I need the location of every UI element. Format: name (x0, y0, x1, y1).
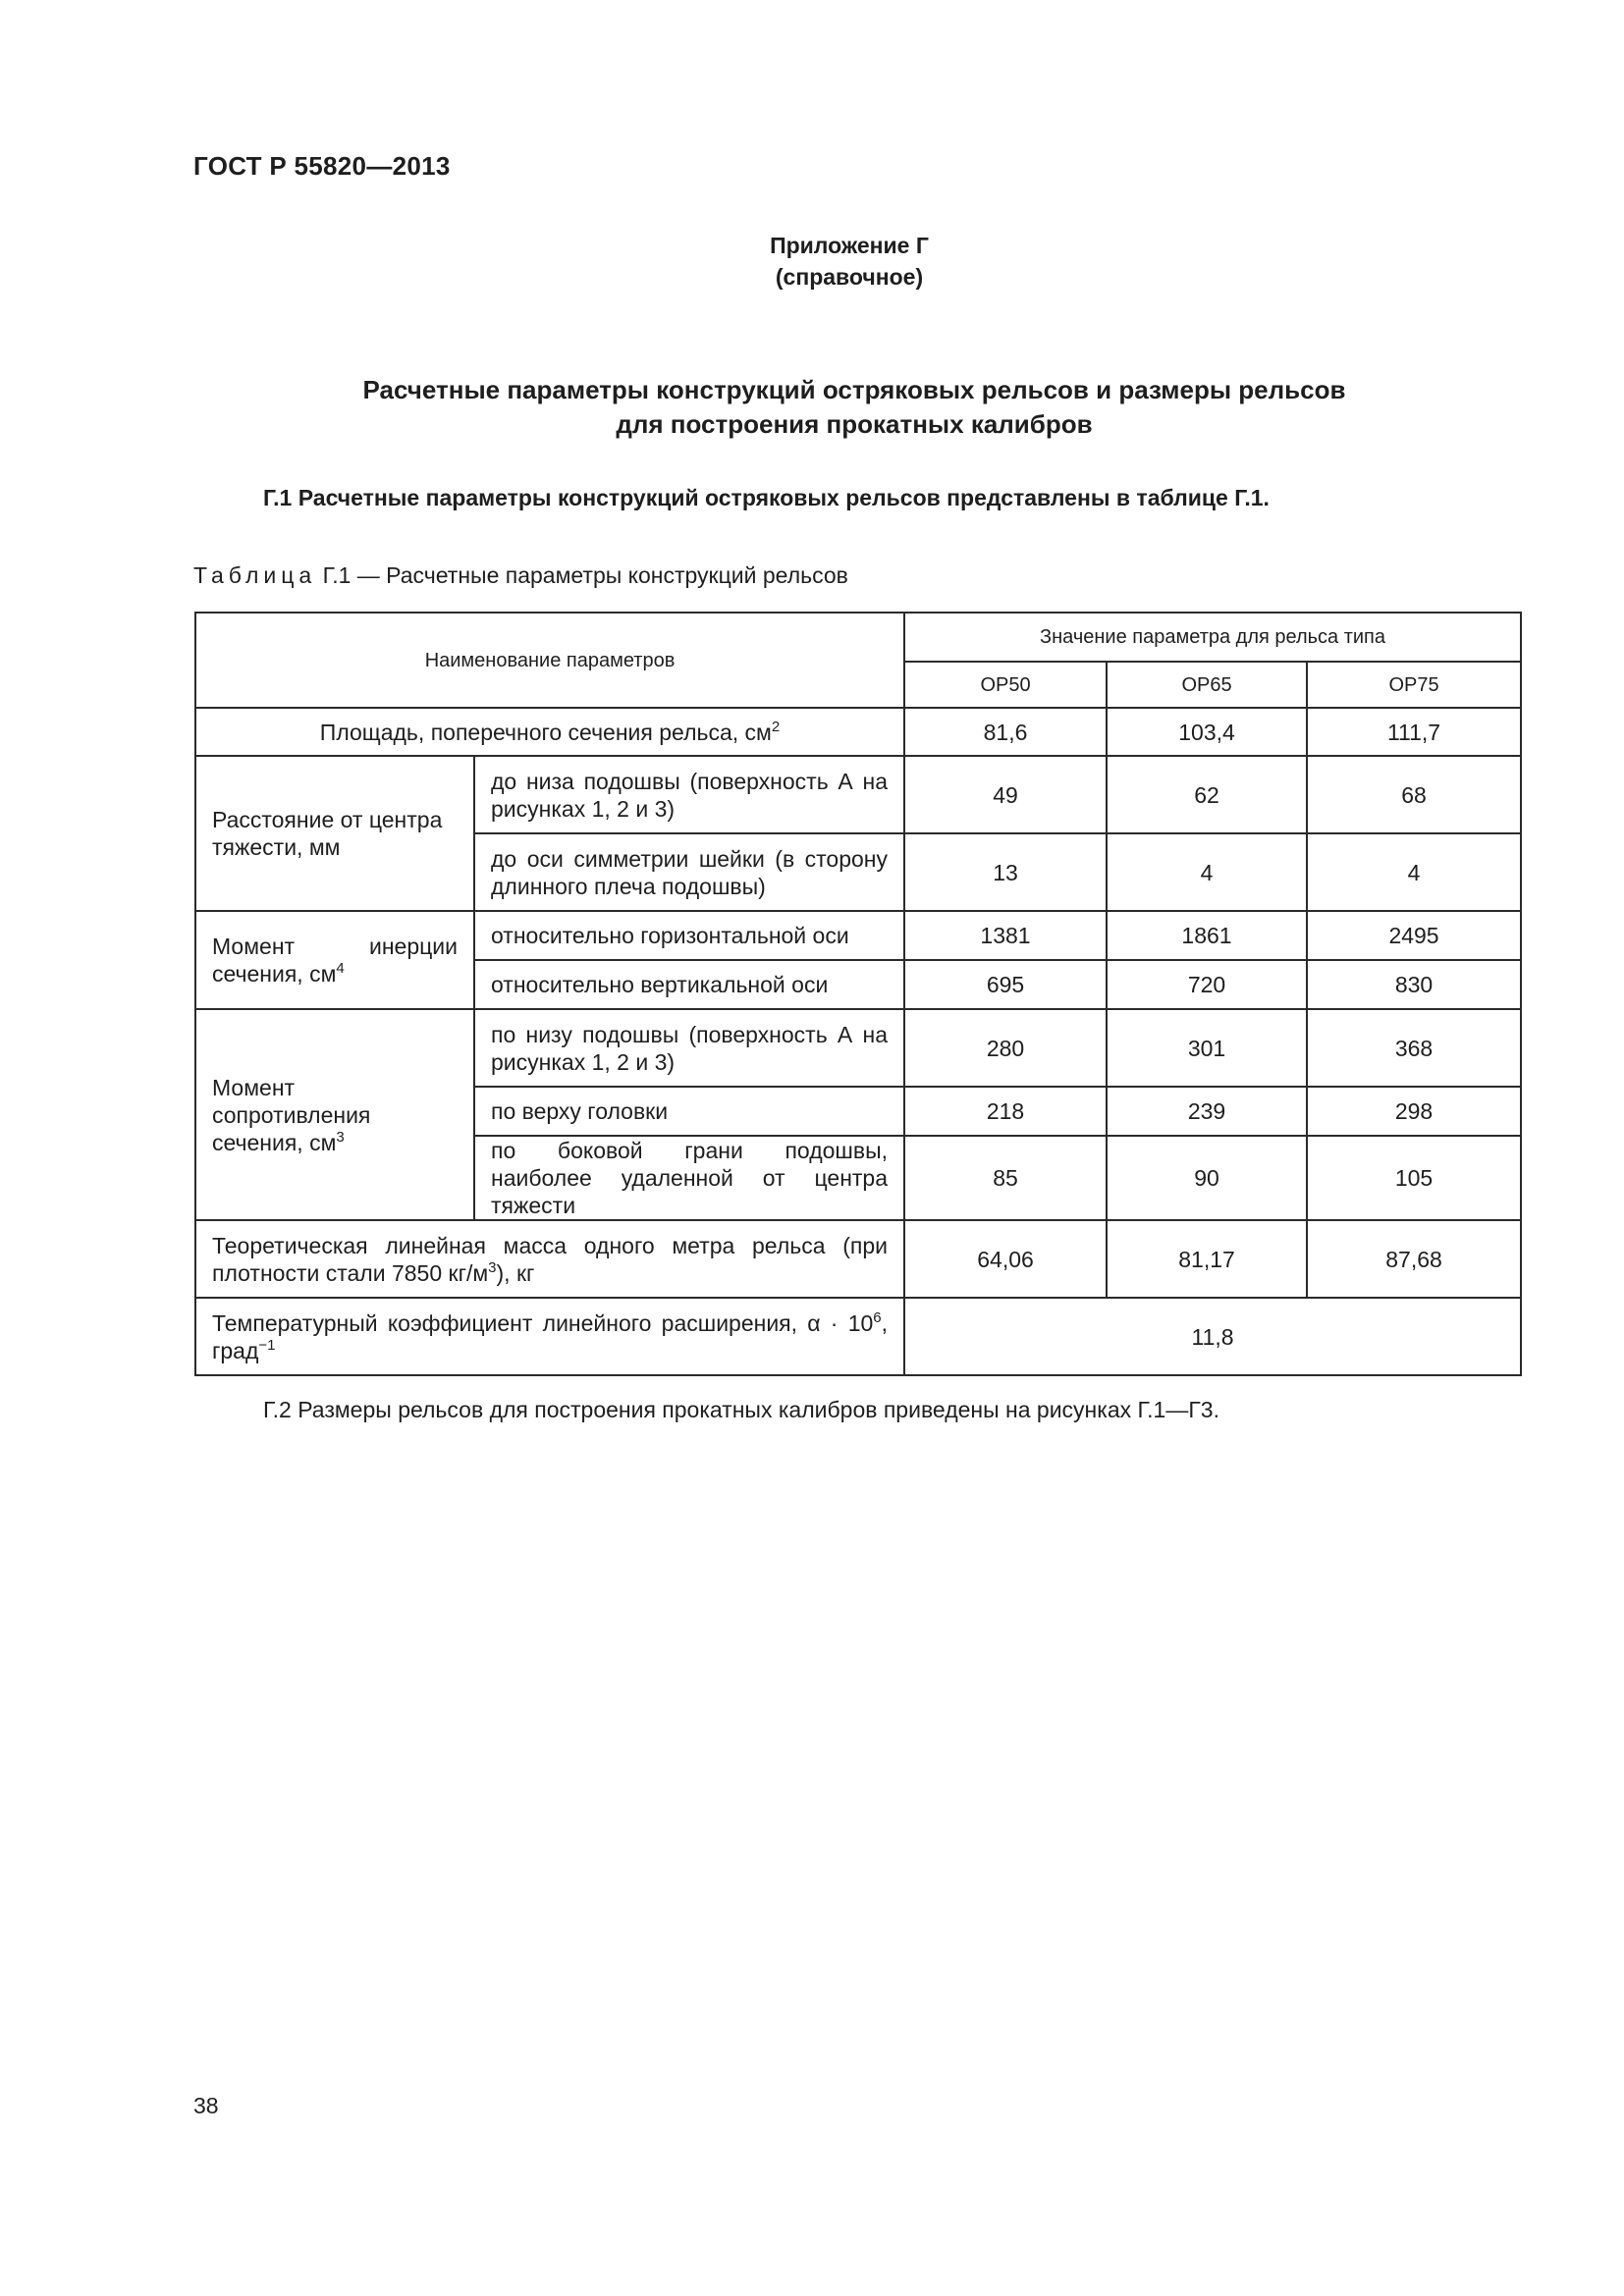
table-cell: 111,7 (1307, 708, 1521, 756)
table-cell: 90 (1107, 1136, 1307, 1220)
distance-group-label: Расстояние от центра тяжести, мм (195, 756, 474, 911)
header-type-op75: ОР75 (1307, 662, 1521, 708)
paragraph-g2: Г.2 Размеры рельсов для построения прокатных калибров приведены на рисунках Г.1—Г3. (263, 1397, 1219, 1422)
main-title-line1: Расчетные параметры конструкций остряковых рельсов и размеры рельсов (362, 375, 1346, 404)
table-cell: 103,4 (1107, 708, 1307, 756)
area-unit-exponent: 2 (771, 718, 781, 735)
table-cell: 105 (1307, 1136, 1521, 1220)
table-cell: 695 (904, 960, 1107, 1009)
distance-row1-label: до низа подошвы (поверхность А на рисунках 1, 2 и 3) (474, 756, 904, 833)
table-cell: 87,68 (1307, 1220, 1521, 1298)
annex-title: Приложение Г (770, 233, 929, 258)
mass-unit-exponent: 3 (488, 1258, 497, 1276)
table-cell: 301 (1107, 1009, 1307, 1087)
table-cell: 85 (904, 1136, 1107, 1220)
mass-label-text: Теоретическая линейная масса одного метра рельса (при плотности стали 7850 кг/м (212, 1232, 889, 1286)
inertia-group-label (195, 911, 474, 1009)
header-parameter-value: Значение параметра для рельса типа (904, 613, 1521, 662)
table-row-distance-1 (195, 756, 1521, 833)
table-cell: 81,17 (1107, 1220, 1307, 1298)
table-cell: 720 (1107, 960, 1307, 1009)
table-row-inertia-1 (195, 911, 1521, 960)
table-cell: 830 (1307, 960, 1521, 1009)
table-cell: 64,06 (904, 1220, 1107, 1298)
resistance-row2-label: по верху головки (474, 1087, 904, 1136)
resistance-unit-exponent: 3 (336, 1128, 345, 1146)
inertia-label-text: Момент инерции сечения, см (212, 934, 458, 987)
inertia-row1-label: относительно горизонтальной оси (474, 911, 904, 960)
header-parameter-name: Наименование параметров (195, 613, 904, 708)
table-cell: 218 (904, 1087, 1107, 1136)
table-row-temperature (195, 1298, 1521, 1375)
resistance-label-text: Момент сопротивления сечения, см (212, 1074, 371, 1155)
inertia-unit-exponent: 4 (336, 960, 345, 977)
parameters-table (194, 612, 1522, 1376)
table-cell: 4 (1307, 833, 1521, 911)
main-title (0, 373, 1624, 442)
table-row-mass (195, 1220, 1521, 1298)
temperature-value: 11,8 (904, 1298, 1521, 1375)
table-cell: 2495 (1307, 911, 1521, 960)
distance-row2-label: до оси симметрии шейки (в сторону длинного плеча подошвы) (474, 833, 904, 911)
table-cell: 280 (904, 1009, 1107, 1087)
table-cell: 368 (1307, 1009, 1521, 1087)
resistance-row1-label: по низу подошвы (поверхность А на рисунках 1, 2 и 3) (474, 1009, 904, 1087)
table-cell: 239 (1107, 1087, 1307, 1136)
table-row-resistance-1 (195, 1009, 1521, 1087)
temperature-label-text: Температурный коэффициент линейного расширения, α · 10 (212, 1309, 874, 1336)
temperature-label-unit: , град (212, 1309, 889, 1363)
header-type-op65: ОР65 (1107, 662, 1307, 708)
table-caption (193, 562, 848, 589)
table-cell: 1861 (1107, 911, 1307, 960)
table-cell: 49 (904, 756, 1107, 833)
page-number: 38 (193, 2093, 219, 2118)
table-row-area (195, 708, 1521, 756)
paragraph-g1: Г.1 Расчетные параметры конструкций остряковых рельсов представлены в таблице Г.1. (263, 485, 1270, 510)
mass-label (195, 1220, 904, 1298)
annex-subtitle: (справочное) (775, 264, 924, 290)
table-cell: 1381 (904, 911, 1107, 960)
temperature-exponent-1: 6 (873, 1308, 882, 1326)
inertia-row2-label: относительно вертикальной оси (474, 960, 904, 1009)
table-caption-word: Таблица (193, 562, 317, 588)
table-cell: 298 (1307, 1087, 1521, 1136)
table-cell: 62 (1107, 756, 1307, 833)
table-cell: 81,6 (904, 708, 1107, 756)
table-caption-text: Г.1 — Расчетные параметры конструкций рельсов (322, 562, 848, 588)
mass-label-tail: ), кг (496, 1259, 535, 1286)
annex-heading (0, 230, 1624, 293)
header-type-op50: ОР50 (904, 662, 1107, 708)
area-label (195, 708, 904, 756)
temperature-label (195, 1298, 904, 1375)
table-header-row (195, 613, 1521, 662)
main-title-line2: для построения прокатных калибров (616, 409, 1093, 439)
document-code: ГОСТ Р 55820—2013 (193, 151, 451, 181)
table-cell: 4 (1107, 833, 1307, 911)
table-cell: 68 (1307, 756, 1521, 833)
area-label-text: Площадь, поперечного сечения рельса, см (319, 719, 772, 745)
resistance-row3-label: по боковой грани подошвы, наиболее удаленной от центра тяжести (474, 1136, 904, 1220)
table-cell: 13 (904, 833, 1107, 911)
resistance-group-label (195, 1009, 474, 1220)
temperature-exponent-2: −1 (258, 1336, 276, 1354)
